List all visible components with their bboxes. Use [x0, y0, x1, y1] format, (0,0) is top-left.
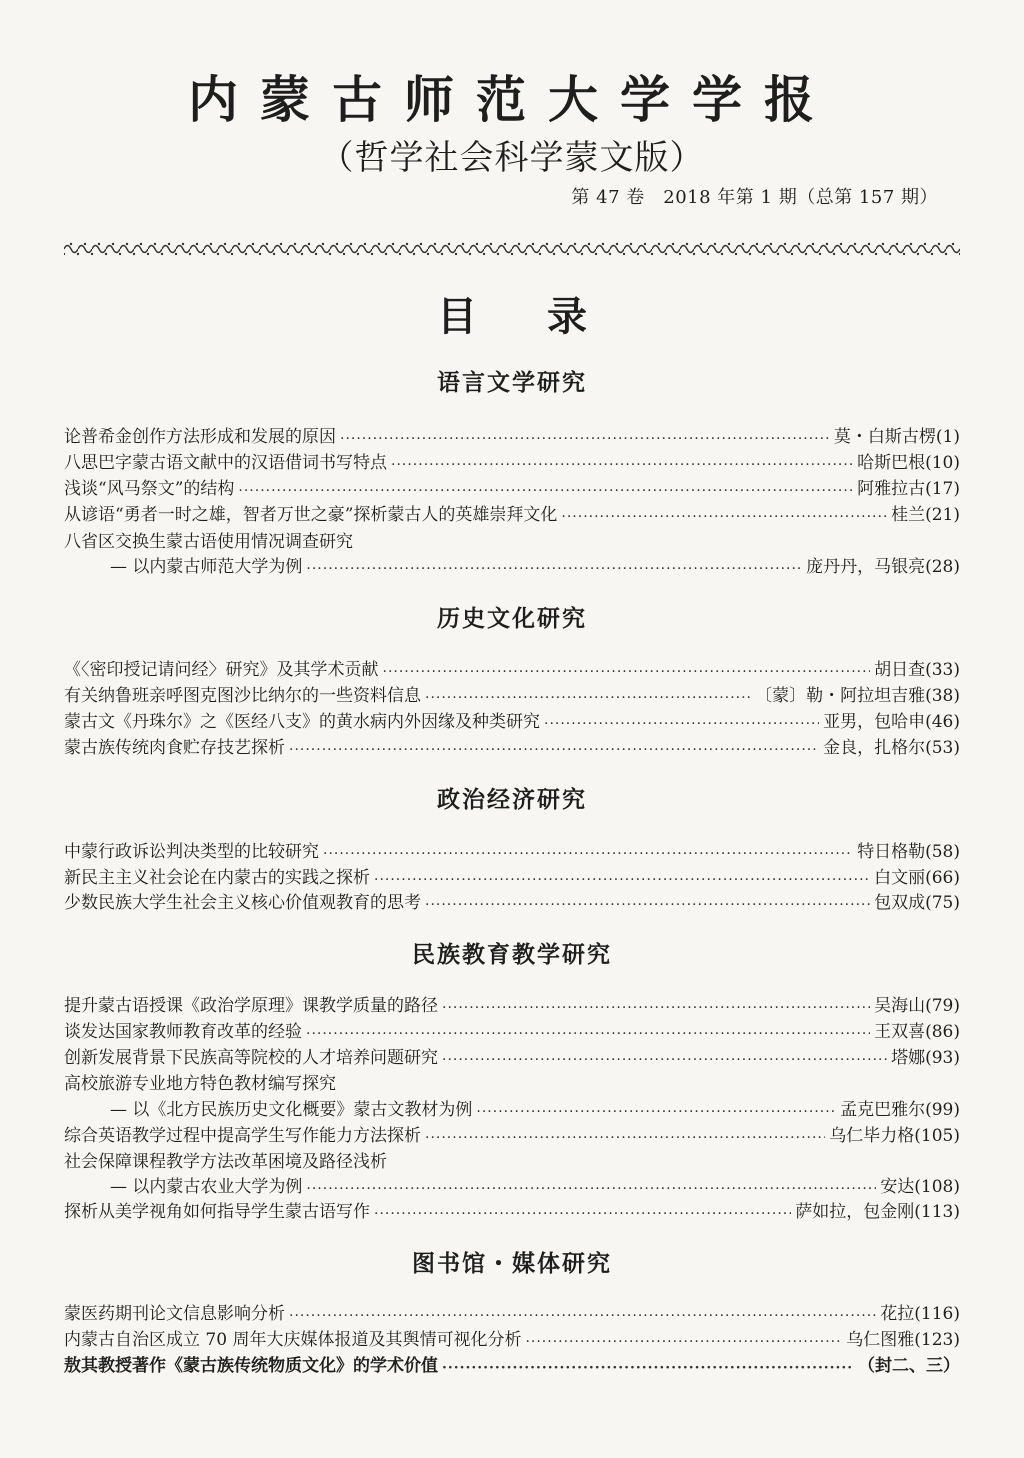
toc-entry[interactable]	[110, 555, 960, 579]
entry-title: 八思巴字蒙古语文献中的汉语借词书写特点	[64, 453, 387, 473]
leader-dots	[306, 1179, 876, 1199]
leader-dots	[425, 895, 870, 915]
entry-subtitle: — 以《北方民族历史文化概要》蒙古文教材为例	[110, 1100, 473, 1120]
entry-page: (75)	[925, 893, 960, 913]
toc-entry[interactable]	[110, 1175, 960, 1199]
toc-entry[interactable]	[64, 840, 960, 864]
entry-title: 少数民族大学生社会主义核心价值观教育的思考	[64, 893, 421, 913]
toc-entry[interactable]	[64, 1124, 960, 1148]
entry-title: 综合英语教学过程中提高学生写作能力方法探析	[64, 1126, 421, 1146]
leader-dots	[323, 844, 853, 864]
entry-title: 蒙医药期刊论文信息影响分析	[64, 1304, 285, 1324]
entry-author: 白文丽	[874, 868, 926, 888]
entry-page: (108)	[914, 1177, 960, 1197]
entry-page: (33)	[925, 660, 960, 680]
leader-dots	[306, 559, 802, 579]
entry-page: (99)	[925, 1100, 960, 1120]
toc-entry[interactable]	[64, 684, 960, 708]
toc-entry[interactable]	[64, 1020, 960, 1044]
section-heading-history-culture: 历史文化研究	[437, 606, 587, 632]
entry-title-lead[interactable]: 高校旅游专业地方特色教材编写探究	[64, 1074, 336, 1094]
leader-dots	[289, 740, 819, 760]
entry-title: 蒙古文《丹珠尔》之《医经八支》的黄水病内外因缘及种类研究	[64, 712, 540, 732]
entry-page: (105)	[914, 1126, 960, 1146]
entry-page: (17)	[925, 479, 960, 499]
toc-entry[interactable]	[110, 1098, 960, 1122]
entry-author: 乌仁图雅	[846, 1330, 915, 1350]
section-heading-language-literature: 语言文学研究	[437, 370, 587, 396]
leader-dots	[374, 870, 870, 890]
ornamental-divider	[64, 240, 960, 258]
leader-dots	[374, 1204, 791, 1224]
entry-author: 庞丹丹，马银亮	[806, 557, 926, 577]
toc-entry[interactable]	[64, 891, 960, 915]
entry-author: 萨如拉，包金刚	[795, 1202, 915, 1222]
leader-dots	[544, 714, 819, 734]
entry-author: 特日格勒	[857, 842, 926, 862]
entry-author: 哈斯巴根	[857, 453, 926, 473]
toc-title: 目录	[437, 294, 657, 340]
leader-dots	[476, 1102, 836, 1122]
entry-author: 桂兰	[891, 505, 926, 525]
leader-dots	[425, 1128, 825, 1148]
entry-subtitle: — 以内蒙古师范大学为例	[110, 557, 303, 577]
toc-entry[interactable]	[64, 503, 960, 527]
entry-title: 提升蒙古语授课《政治学原理》课教学质量的路径	[64, 996, 438, 1016]
entry-author: 亚男，包哈申	[823, 712, 926, 732]
section-heading-library-media: 图书馆・媒体研究	[412, 1251, 612, 1277]
entry-title: 《〈密印授记请问经〉研究》及其学术贡献	[64, 660, 379, 680]
entry-page: (10)	[925, 453, 960, 473]
entry-author: 吴海山	[874, 996, 926, 1016]
journal-subtitle: （哲学社会科学蒙文版）	[319, 138, 705, 178]
leader-dots	[425, 688, 751, 708]
entry-page: (123)	[914, 1330, 960, 1350]
leader-dots	[306, 1024, 870, 1044]
toc-entry[interactable]	[64, 1200, 960, 1224]
entry-author: 金良，扎格尔	[823, 738, 926, 758]
entry-title: 创新发展背景下民族高等院校的人才培养问题研究	[64, 1048, 438, 1068]
leader-dots	[442, 998, 870, 1018]
leader-dots	[442, 1358, 854, 1378]
entry-page: (116)	[914, 1304, 960, 1324]
toc-entry[interactable]	[64, 1328, 960, 1352]
entry-page: (58)	[925, 842, 960, 862]
entry-page: (38)	[925, 686, 960, 706]
entry-page: (1)	[935, 427, 960, 447]
leader-dots	[391, 455, 853, 475]
entry-author: 塔娜	[891, 1048, 926, 1068]
entry-page: (113)	[914, 1202, 960, 1222]
toc-entry[interactable]	[64, 994, 960, 1018]
entry-title: 论普希金创作方法形成和发展的原因	[64, 427, 336, 447]
toc-entry[interactable]	[64, 451, 960, 475]
entry-page: (28)	[925, 557, 960, 577]
leader-dots	[340, 429, 830, 449]
entry-title-lead[interactable]: 社会保障课程教学方法改革困境及路径浅析	[64, 1152, 387, 1172]
entry-title: 谈发达国家教师教育改革的经验	[64, 1022, 302, 1042]
toc-entry[interactable]	[64, 866, 960, 890]
toc-entry[interactable]	[64, 425, 960, 449]
entry-title: 新民主主义社会论在内蒙古的实践之探析	[64, 868, 370, 888]
toc-entry[interactable]	[64, 658, 960, 682]
toc-entry[interactable]	[64, 1046, 960, 1070]
entry-title: 有关纳鲁班亲呼图克图沙比纳尔的一些资料信息	[64, 686, 421, 706]
toc-entry[interactable]	[64, 710, 960, 734]
entry-page: (86)	[925, 1022, 960, 1042]
toc-entry[interactable]	[64, 1354, 960, 1378]
entry-page: （封二、三）	[858, 1356, 960, 1376]
leader-dots	[561, 507, 887, 527]
journal-title: 内蒙古师范大学学报	[188, 70, 836, 129]
entry-page: (79)	[925, 996, 960, 1016]
entry-author: 莫・白斯古楞	[833, 427, 936, 447]
entry-title: 浅谈“风马祭文”的结构	[64, 479, 235, 499]
entry-title: 敖其教授著作《蒙古族传统物质文化》的学术价值	[64, 1356, 438, 1376]
entry-author: 乌仁毕力格	[829, 1126, 915, 1146]
toc-entry[interactable]	[64, 1302, 960, 1326]
entry-page: (53)	[925, 738, 960, 758]
toc-entry[interactable]	[64, 736, 960, 760]
entry-page: (93)	[925, 1048, 960, 1068]
entry-author: 阿雅拉古	[857, 479, 926, 499]
entry-title-lead[interactable]: 八省区交换生蒙古语使用情况调查研究	[64, 532, 353, 552]
leader-dots	[383, 662, 871, 682]
entry-author: 包双成	[874, 893, 926, 913]
section-heading-ethnic-education: 民族教育教学研究	[412, 942, 612, 968]
leader-dots	[289, 1306, 876, 1326]
entry-subtitle: — 以内蒙古农业大学为例	[110, 1177, 303, 1197]
entry-title: 内蒙古自治区成立 70 周年大庆媒体报道及其舆情可视化分析	[64, 1330, 522, 1350]
section-heading-politics-economics: 政治经济研究	[437, 787, 587, 813]
entry-page: (21)	[925, 505, 960, 525]
entry-author: 〔蒙〕勒・阿拉坦吉雅	[755, 686, 926, 706]
issue-info: 第 47 卷 2018 年第 1 期（总第 157 期）	[571, 187, 938, 208]
leader-dots	[525, 1332, 842, 1352]
toc-entry[interactable]	[64, 477, 960, 501]
entry-author: 花拉	[880, 1304, 915, 1324]
entry-author: 胡日查	[874, 660, 926, 680]
entry-author: 王双喜	[874, 1022, 926, 1042]
entry-title: 蒙古族传统肉食贮存技艺探析	[64, 738, 285, 758]
entry-author: 安达	[880, 1177, 915, 1197]
entry-author: 孟克巴雅尔	[840, 1100, 926, 1120]
leader-dots	[238, 481, 853, 501]
entry-title: 中蒙行政诉讼判决类型的比较研究	[64, 842, 319, 862]
entry-page: (66)	[925, 868, 960, 888]
leader-dots	[442, 1050, 887, 1070]
entry-title: 从谚语“勇者一时之雄，智者万世之豪”探析蒙古人的英雄崇拜文化	[64, 505, 558, 525]
entry-page: (46)	[925, 712, 960, 732]
entry-title: 探析从美学视角如何指导学生蒙古语写作	[64, 1202, 370, 1222]
